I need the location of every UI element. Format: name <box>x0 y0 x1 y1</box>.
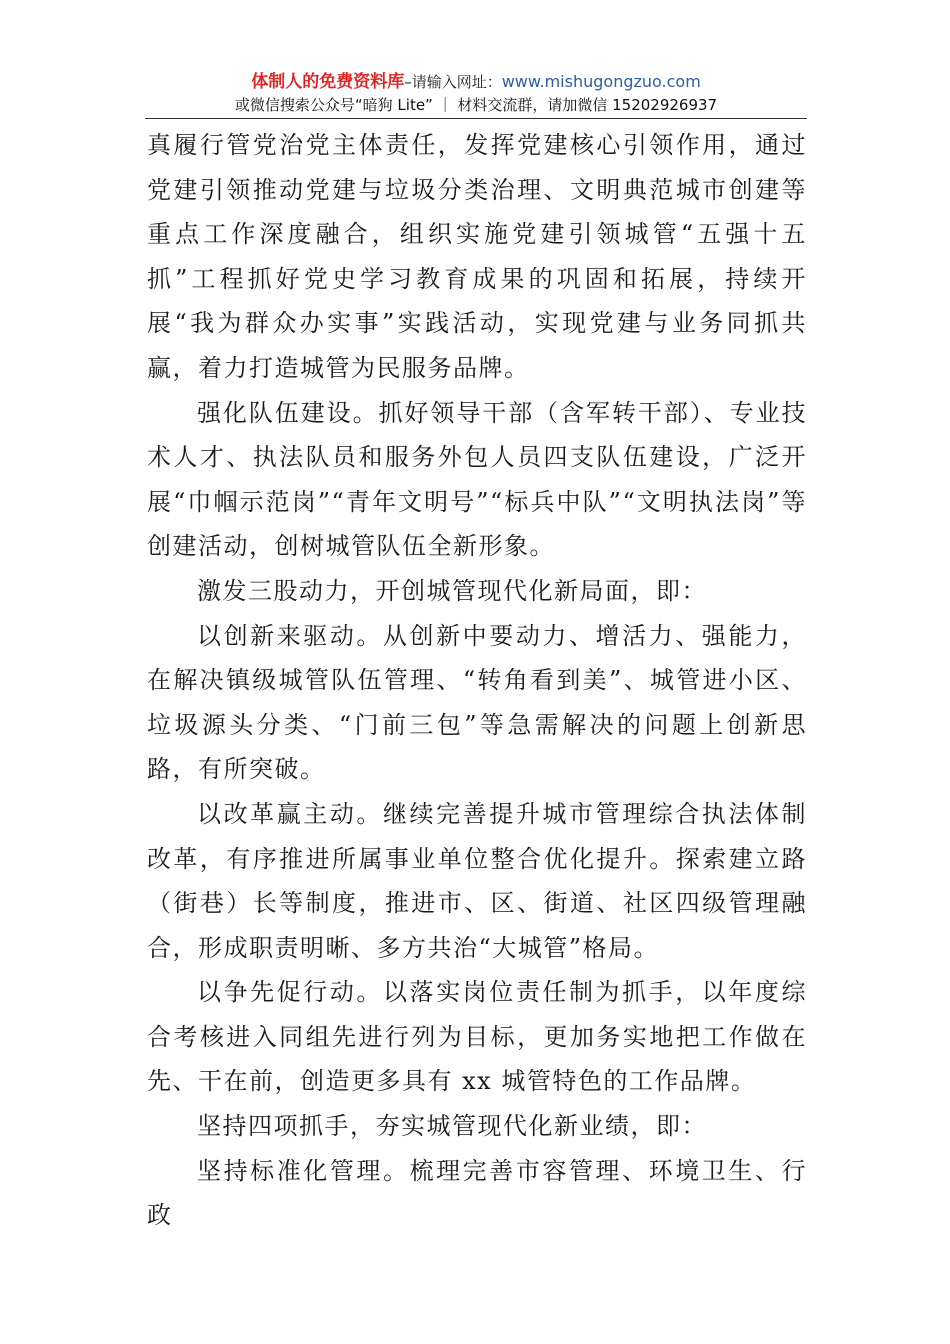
header-line-1 <box>145 70 807 94</box>
paragraph: 坚持四项抓手，夯实城管现代化新业绩，即： <box>197 1112 707 1141</box>
page-header <box>145 70 807 118</box>
paragraph: 激发三股动力，开创城管现代化新局面，即： <box>197 576 707 605</box>
paragraph: 以改革赢主动。继续完善提升城市管理综合执法体制改革，有序推进所属事业单位整合优化提升。探索建立路（街巷）长等制度，推进市、区、街道、社区四级管理融合，形成职责明晰、多方共治“大城管”格局。 <box>147 799 807 962</box>
paragraph: 以创新来驱动。从创新中要动力、增活力、强能力，在解决镇级城管队伍管理、“转角看到美”、城管进小区、垃圾源头分类、“门前三包”等急需解决的问题上创新思路，有所突破。 <box>147 621 807 784</box>
paragraph-continuation: 真履行管党治党主体责任，发挥党建核心引领作用，通过党建引领推动党建与垃圾分类治理、文明典范城市创建等重点工作深度融合，组织实施党建引领城管“五强十五抓”工程抓好党史学习教育成果的巩固和拓展，持续开展“我为群众办实事”实践活动，实现党建与业务同抓共赢，着力打造城管为民服务品牌。 <box>147 131 807 382</box>
paragraph: 坚持标准化管理。梳理完善市容管理、环境卫生、行政 <box>147 1156 807 1230</box>
paragraph: 强化队伍建设。抓好领导干部（含军转干部）、专业技术人才、执法队员和服务外包人员四支队伍建设，广泛开展“巾帼示范岗”“青年文明号”“标兵中队”“文明执法岗”等创建活动，创树城管队伍全新形象。 <box>147 398 807 561</box>
url-prompt: –请输入网址： <box>404 73 502 91</box>
site-name: 体制人的免费资料库 <box>251 72 405 92</box>
header-divider <box>145 118 807 119</box>
paragraph: 以争先促行动。以落实岗位责任制为抓手，以年度综合考核进入同组先进行列为目标，更加务实地把工作做在先、干在前，创造更多具有 xx 城管特色的工作品牌。 <box>147 978 807 1096</box>
header-line-2: 或微信搜索公众号“暗狗 Lite” ｜ 材料交流群，请加微信 15202926937 <box>234 96 718 114</box>
document-body <box>147 123 807 1238</box>
site-url-link[interactable]: www.mishugongzuo.com <box>501 72 701 91</box>
